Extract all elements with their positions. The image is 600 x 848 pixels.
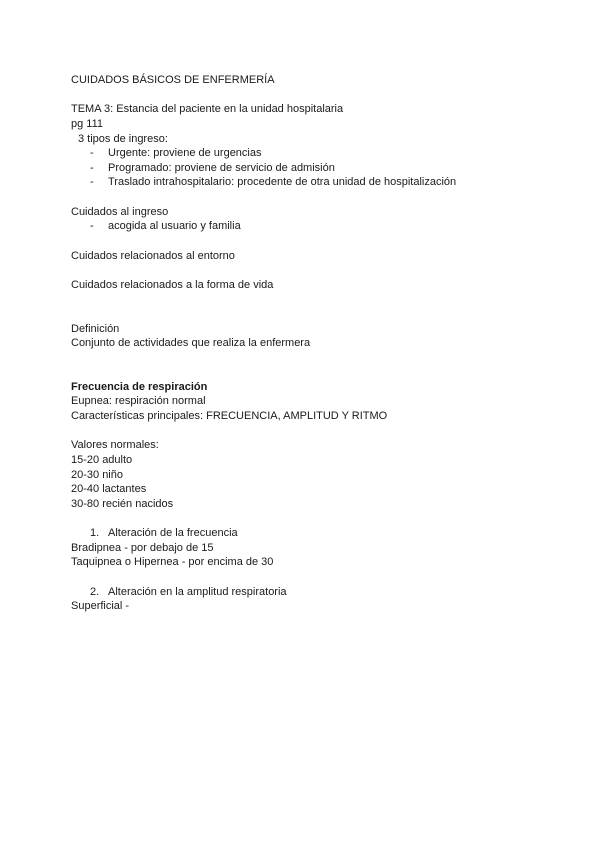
superficial-line: Superficial - — [71, 600, 130, 612]
valor-item: 15-20 adulto — [71, 454, 133, 466]
list-item: Programado: proviene de servicio de admisión — [108, 162, 335, 174]
definicion-text: Conjunto de actividades que realiza la enfermera — [71, 337, 311, 349]
cuidados-ingreso-heading: Cuidados al ingreso — [71, 206, 169, 218]
page-reference: pg 111 — [71, 118, 104, 130]
alteracion-amplitud: Alteración en la amplitud respiratoria — [108, 586, 287, 598]
list-bullet: - — [90, 147, 94, 159]
eupnea-line: Eupnea: respiración normal — [71, 395, 206, 407]
cuidados-vida: Cuidados relacionados a la forma de vida — [71, 279, 274, 291]
document-title: CUIDADOS BÁSICOS DE ENFERMERÍA — [71, 74, 275, 86]
cuidados-entorno: Cuidados relacionados al entorno — [71, 250, 235, 262]
tema-heading: TEMA 3: Estancia del paciente en la unidad hospitalaria — [71, 103, 344, 115]
valor-item: 30-80 recién nacidos — [71, 498, 174, 510]
frecuencia-heading: Frecuencia de respiración — [71, 381, 208, 393]
ingreso-intro: 3 tipos de ingreso: — [78, 133, 168, 145]
numbered-marker: 1. — [90, 527, 100, 539]
list-item: Urgente: proviene de urgencias — [108, 147, 262, 159]
taquipnea-line: Taquipnea o Hipernea - por encima de 30 — [71, 556, 274, 568]
list-item: acogida al usuario y familia — [108, 220, 241, 232]
list-bullet: - — [90, 176, 94, 188]
numbered-marker: 2. — [90, 586, 100, 598]
list-bullet: - — [90, 162, 94, 174]
valor-item: 20-30 niño — [71, 469, 123, 481]
definicion-label: Definición — [71, 323, 120, 335]
list-item: Traslado intrahospitalario: procedente de otra unidad de hospitalización — [108, 176, 457, 188]
caracteristicas-line: Características principales: FRECUENCIA, AMPLITUD Y RITMO — [71, 410, 388, 422]
list-bullet: - — [90, 220, 94, 232]
alteracion-frecuencia: Alteración de la frecuencia — [108, 527, 238, 539]
valor-item: 20-40 lactantes — [71, 483, 147, 495]
valores-label: Valores normales: — [71, 439, 159, 451]
bradipnea-line: Bradipnea - por debajo de 15 — [71, 542, 214, 554]
